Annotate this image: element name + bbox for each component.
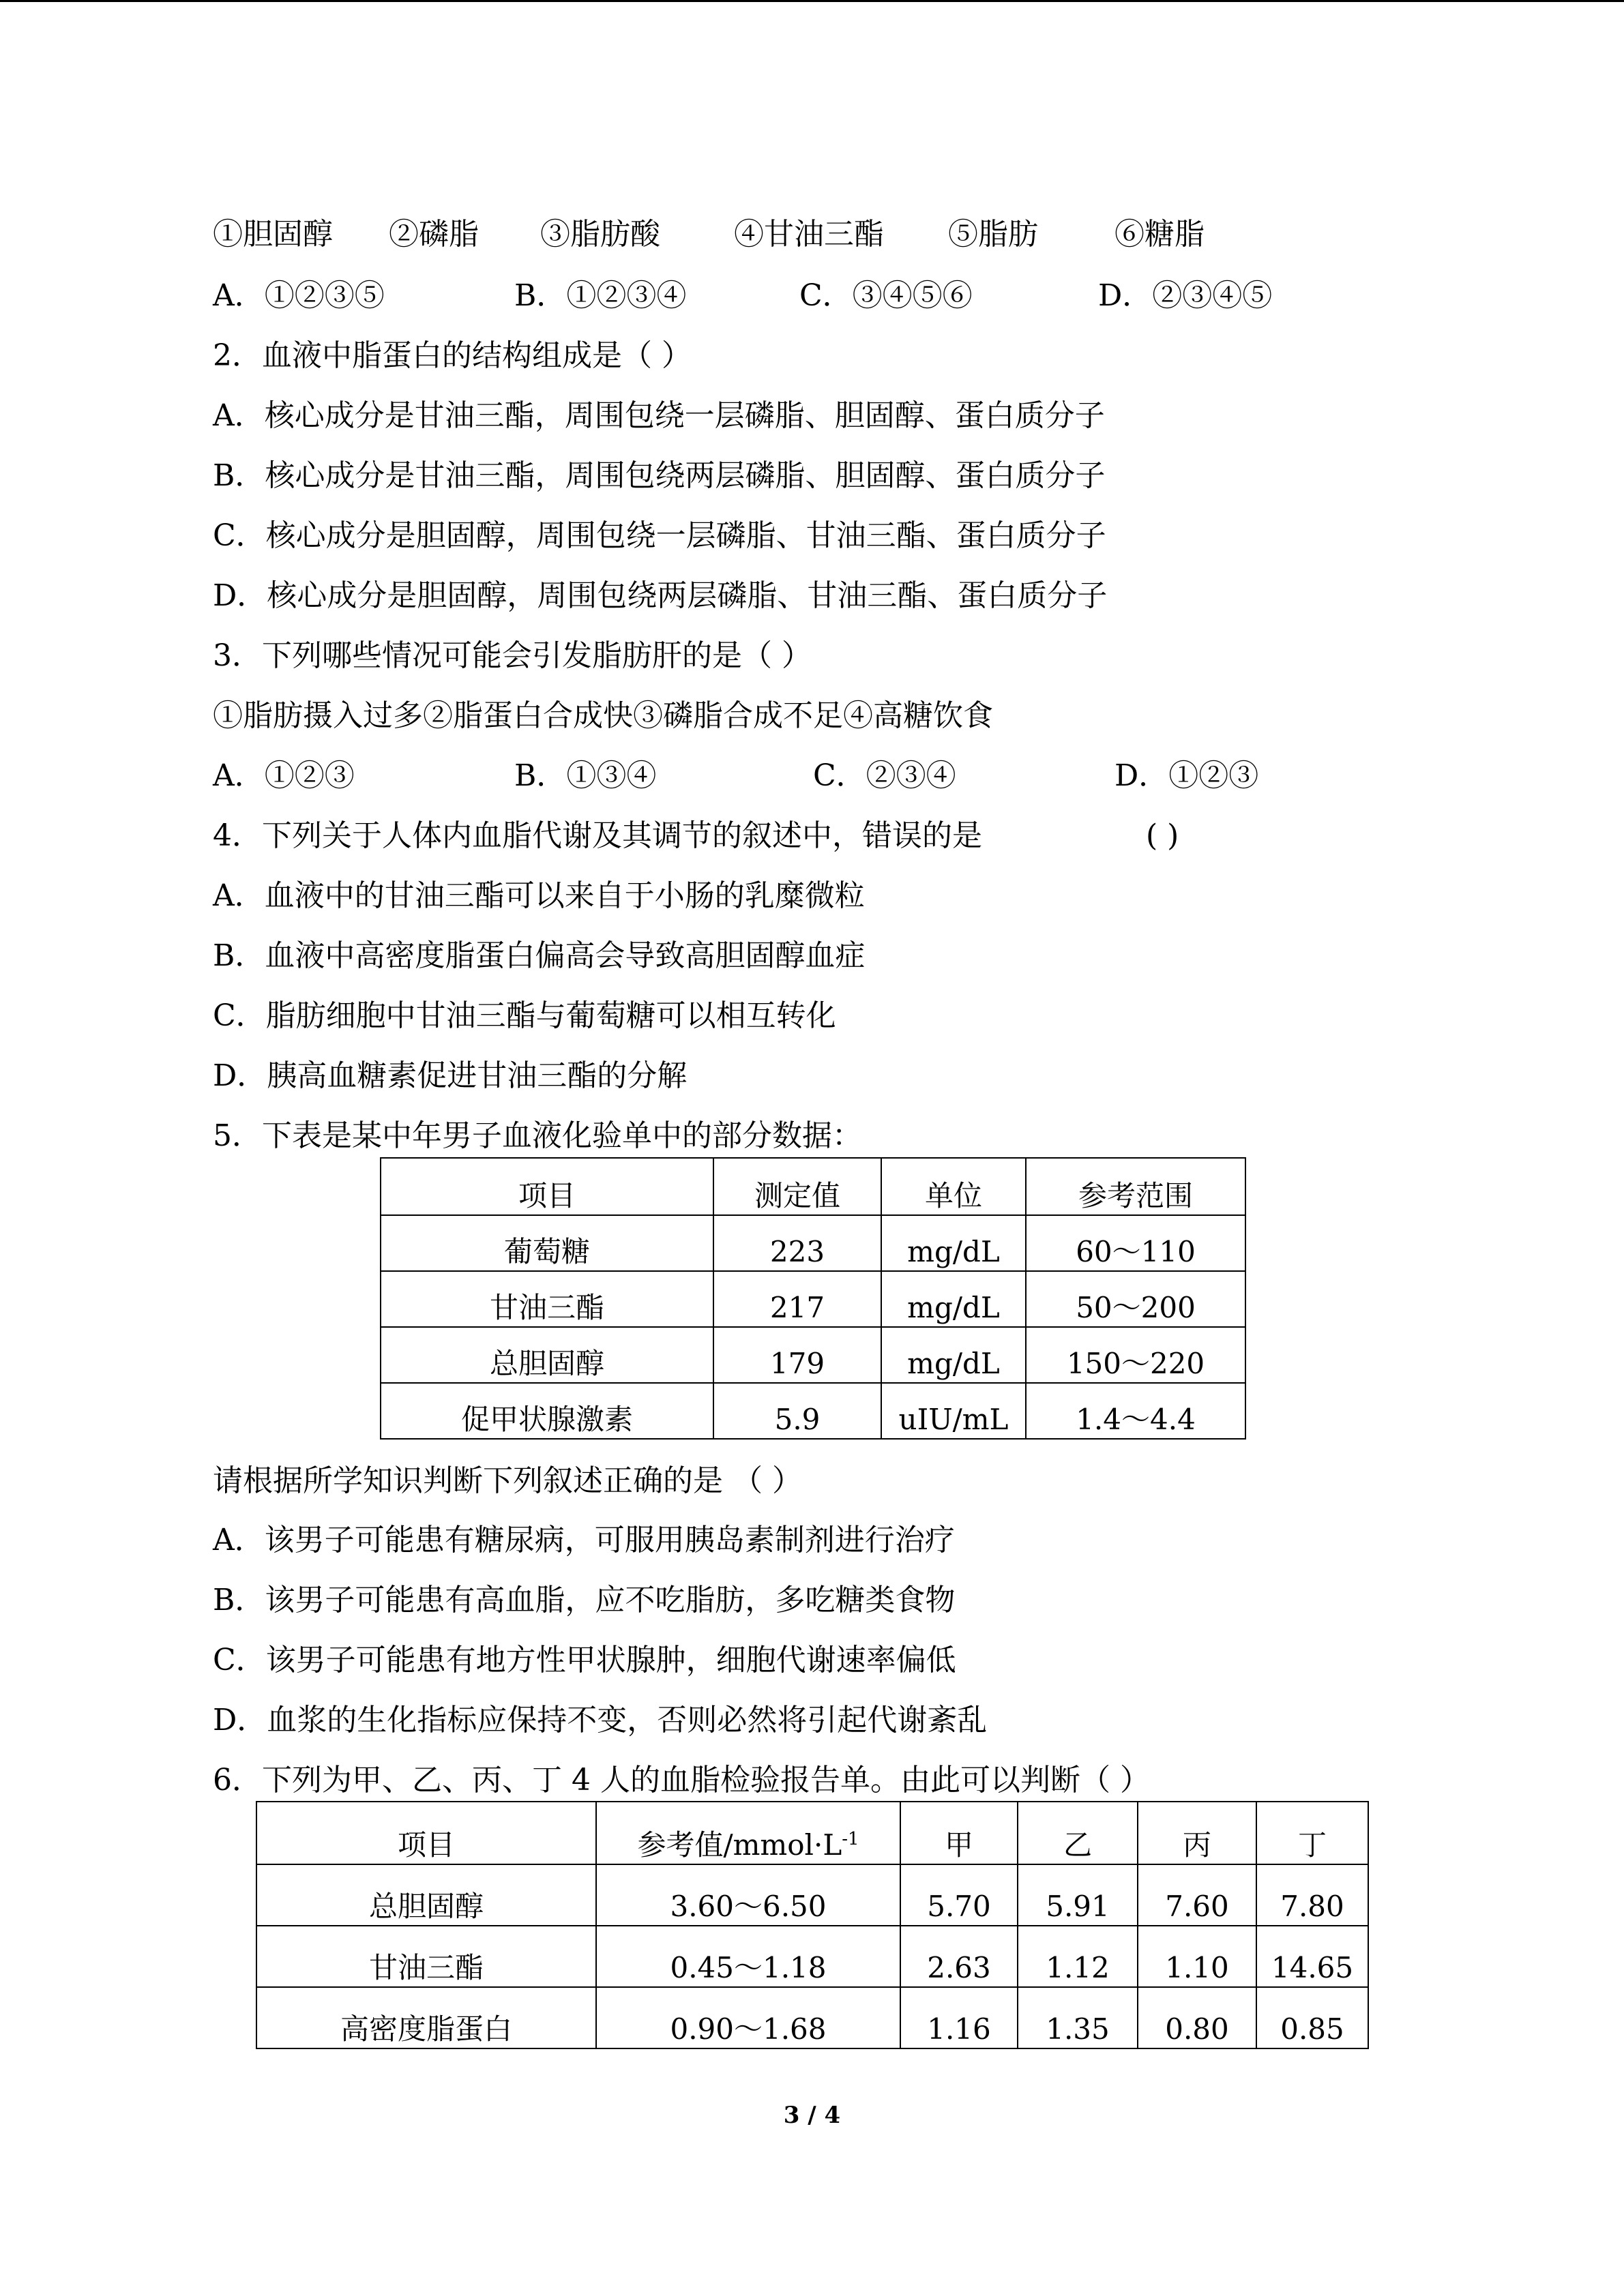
table-cell: 甘油三酯 [256,1926,596,1987]
table-cell: 总胆固醇 [381,1327,713,1383]
table-cell: 14.65 [1256,1926,1368,1987]
unit-exponent: -1 [842,1829,859,1849]
table-cell: 2.63 [900,1926,1018,1987]
table-cell: 3.60～6.50 [596,1864,900,1926]
lipid-report-table [256,1801,1369,2049]
table-cell: 1.12 [1018,1926,1138,1987]
q2-option-d: D．核心成分是胆固醇，周围包绕两层磷脂、甘油三酯、蛋白质分子 [213,578,1108,613]
q2-option-c: C．核心成分是胆固醇，周围包绕一层磷脂、甘油三酯、蛋白质分子 [213,518,1106,553]
table-cell: 223 [713,1215,881,1271]
intro-item: ①胆固醇 [213,217,333,252]
option-d: D．②③④⑤ [1098,278,1273,313]
table-row [381,1271,1245,1327]
table-row [256,1926,1368,1987]
table-cell: mg/dL [881,1271,1026,1327]
table-cell: 50～200 [1026,1271,1245,1327]
q2-option-a: A．核心成分是甘油三酯，周围包绕一层磷脂、胆固醇、蛋白质分子 [213,398,1105,433]
table-cell: 7.60 [1138,1864,1256,1926]
table-cell: 217 [713,1271,881,1327]
option-a: A．①②③⑤ [213,278,385,313]
table-cell: 1.4～4.4 [1026,1383,1245,1439]
option-b: B．①②③④ [514,278,687,313]
table-cell: 179 [713,1327,881,1383]
table-header: 项目 [256,1802,596,1864]
option-a: A．①②③ [213,758,355,793]
table-cell: 0.80 [1138,1987,1256,2048]
q2-stem: 2．血液中脂蛋白的结构组成是（ ） [213,338,692,373]
intro-item: ⑥糖脂 [1114,217,1205,252]
q4-stem: 4．下列关于人体内血脂代谢及其调节的叙述中，错误的是 [213,818,982,853]
q4-bracket: ( ) [1146,818,1179,853]
option-c: C．③④⑤⑥ [799,278,973,313]
table-cell: 1.10 [1138,1926,1256,1987]
table-header: 丙 [1138,1802,1256,1864]
table-cell: 60～110 [1026,1215,1245,1271]
q5-option-a: A．该男子可能患有糖尿病，可服用胰岛素制剂进行治疗 [213,1523,955,1557]
table-row [381,1383,1245,1439]
q4-option-c: C．脂肪细胞中甘油三酯与葡萄糖可以相互转化 [213,998,836,1033]
page-number: 3 / 4 [783,2102,841,2129]
option-c: C．②③④ [813,758,956,793]
table-header: 单位 [881,1158,1026,1215]
table-cell: 甘油三酯 [381,1271,713,1327]
table-cell: 葡萄糖 [381,1215,713,1271]
option-d: D．①②③ [1114,758,1259,793]
q6-stem: 6．下列为甲、乙、丙、丁 4 人的血脂检验报告单。由此可以判断（ ） [213,1763,1150,1798]
table-cell: 1.16 [900,1987,1018,2048]
table-header: 乙 [1018,1802,1138,1864]
intro-item: ⑤脂肪 [948,217,1038,252]
table-header: 丁 [1256,1802,1368,1864]
intro-item: ③脂肪酸 [540,217,660,252]
option-b: B．①③④ [514,758,657,793]
q5-option-c: C．该男子可能患有地方性甲状腺肿，细胞代谢速率偏低 [213,1643,956,1678]
q5-option-b: B．该男子可能患有高血脂，应不吃脂肪，多吃糖类食物 [213,1583,956,1617]
table-header: 参考范围 [1026,1158,1245,1215]
table-cell: 0.85 [1256,1987,1368,2048]
table-cell: 总胆固醇 [256,1864,596,1926]
table-header: 甲 [900,1802,1018,1864]
q3-items: ①脂肪摄入过多②脂蛋白合成快③磷脂合成不足④高糖饮食 [213,698,993,733]
table-cell: mg/dL [881,1215,1026,1271]
table-header-row [256,1802,1368,1864]
reference-unit-label: 参考值/mmol·L [637,1828,842,1862]
q4-option-b: B．血液中高密度脂蛋白偏高会导致高胆固醇血症 [213,938,866,973]
q5-option-d: D．血浆的生化指标应保持不变，否则必然将引起代谢紊乱 [213,1703,988,1738]
intro-item: ②磷脂 [389,217,479,252]
q5-stem: 5．下表是某中年男子血液化验单中的部分数据： [213,1118,862,1153]
table-cell: mg/dL [881,1327,1026,1383]
table-row [381,1327,1245,1383]
table-cell: 150～220 [1026,1327,1245,1383]
q5-prompt: 请根据所学知识判断下列叙述正确的是 （ ） [213,1463,802,1498]
table-header-reference [596,1802,900,1864]
q4-option-a: A．血液中的甘油三酯可以来自于小肠的乳糜微粒 [213,878,865,913]
table-cell: 0.90～1.68 [596,1987,900,2048]
table-cell: 0.45～1.18 [596,1926,900,1987]
table-cell: 促甲状腺激素 [381,1383,713,1439]
table-row [381,1215,1245,1271]
table-cell: 5.91 [1018,1864,1138,1926]
table-cell: 1.35 [1018,1987,1138,2048]
intro-item: ④甘油三酯 [734,217,884,252]
table-row [256,1864,1368,1926]
table-cell: 5.9 [713,1383,881,1439]
table-header: 项目 [381,1158,713,1215]
q2-option-b: B．核心成分是甘油三酯，周围包绕两层磷脂、胆固醇、蛋白质分子 [213,458,1106,493]
table-header: 测定值 [713,1158,881,1215]
table-cell: 7.80 [1256,1864,1368,1926]
q4-option-d: D．胰高血糖素促进甘油三酯的分解 [213,1058,688,1093]
q3-stem: 3．下列哪些情况可能会引发脂肪肝的是（ ） [213,638,812,673]
table-header-row [381,1158,1245,1215]
blood-test-table [380,1157,1246,1440]
table-cell: 5.70 [900,1864,1018,1926]
page-top-border [0,0,1624,2]
table-cell: uIU/mL [881,1383,1026,1439]
table-cell: 高密度脂蛋白 [256,1987,596,2048]
table-row [256,1987,1368,2048]
